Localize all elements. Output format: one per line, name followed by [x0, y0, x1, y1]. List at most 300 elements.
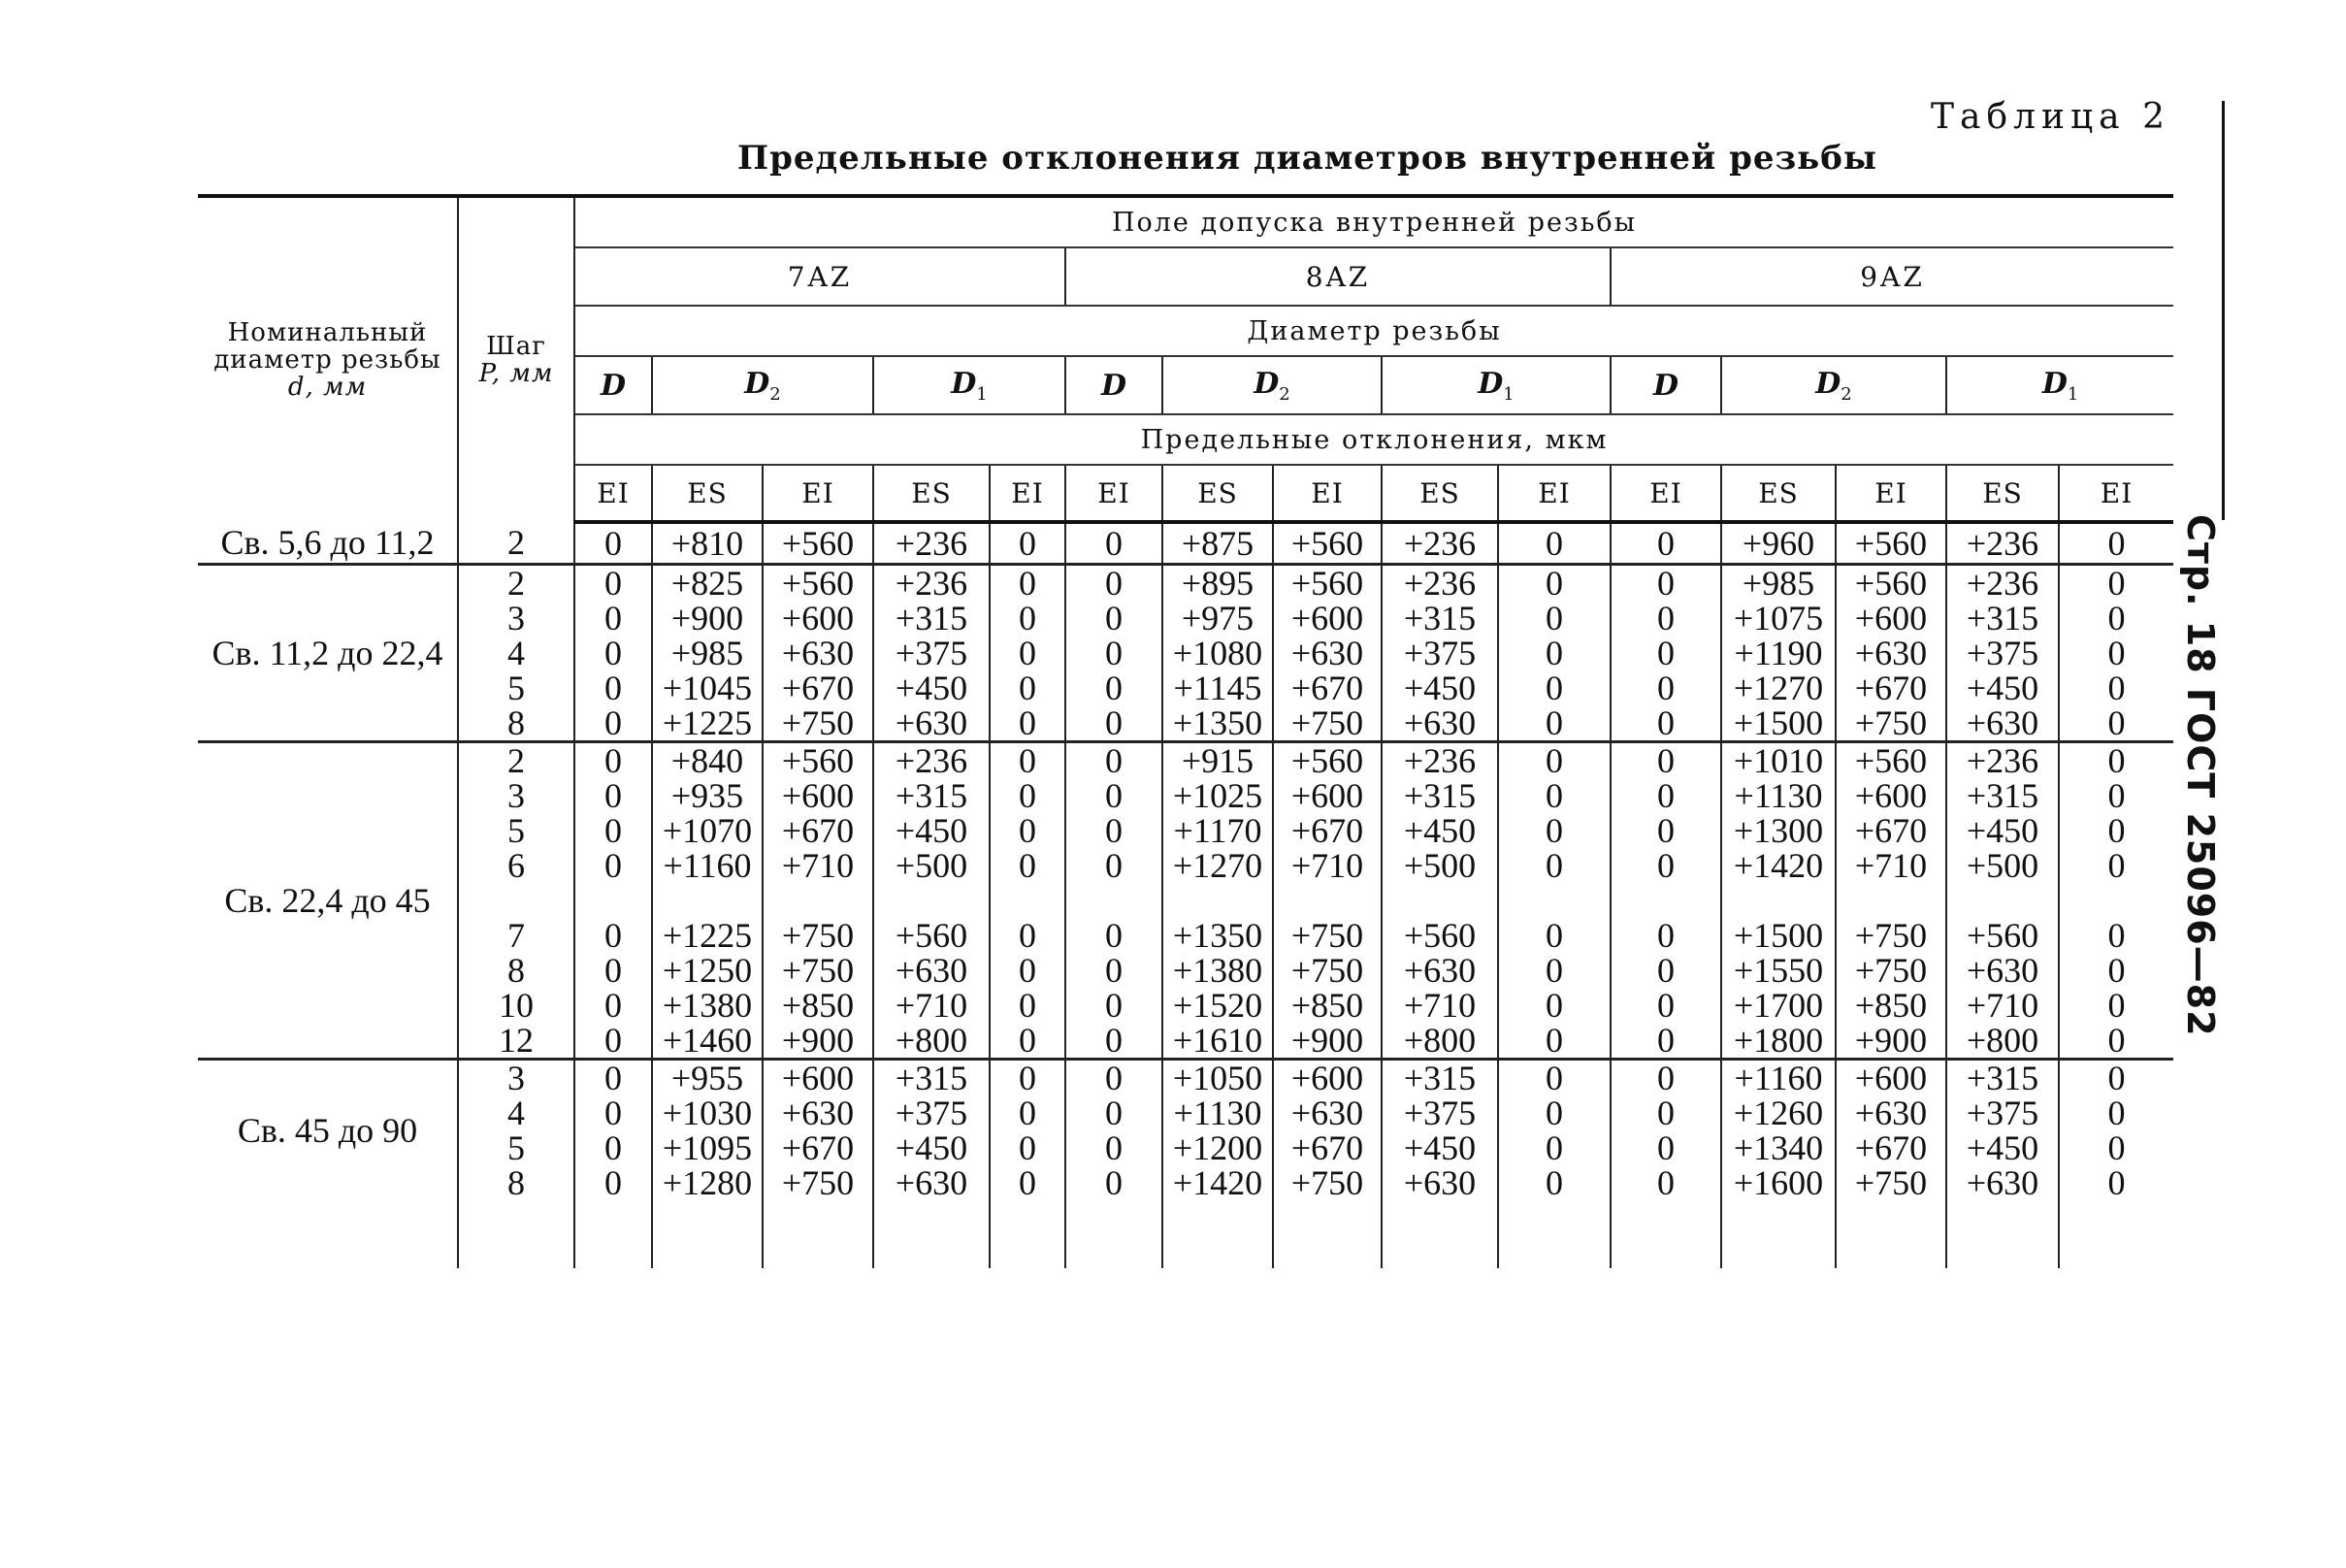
cell-value [1837, 883, 1945, 918]
cell-value [653, 883, 762, 918]
cell-value: +600 [781, 1059, 855, 1097]
cell-value: +915 [1181, 741, 1254, 780]
col-7az-d2-ei [763, 522, 873, 565]
cell-value: +670 [1290, 811, 1364, 850]
cell-value: +985 [670, 634, 744, 672]
col-8az-d2-es [1162, 742, 1273, 1060]
cell-value: +1030 [662, 1094, 753, 1132]
cell-value: 3 [507, 599, 525, 637]
col-9az-d1-ei [2059, 1060, 2173, 1201]
cell-value: 8 [507, 951, 525, 990]
col-8az-d1-es [1382, 522, 1498, 565]
cell-value: +630 [1290, 634, 1364, 672]
header-es: ES [1946, 465, 2059, 522]
row-pitch [458, 522, 574, 565]
cell-value: +1190 [1734, 634, 1823, 672]
cell-value: 0 [1657, 916, 1675, 955]
cell-value: 0 [1657, 1094, 1675, 1132]
cell-value: +1610 [1172, 1021, 1263, 1060]
cell-value [1274, 883, 1381, 918]
cell-value: +670 [1290, 1128, 1364, 1167]
cell-value: 0 [1546, 1128, 1563, 1167]
header-tolerance-field: Поле допуска внутренней резьбы [574, 196, 2173, 247]
cell-value: +1300 [1733, 811, 1824, 850]
cell-value: 0 [2107, 1094, 2126, 1132]
col-7az-d2-es [652, 522, 763, 565]
cell-value: 0 [1019, 1094, 1036, 1132]
cell-value: 0 [1546, 1163, 1563, 1202]
cell-value: 0 [2107, 811, 2126, 850]
col-9az-d2-es [1721, 742, 1836, 1060]
cell-value: 0 [1019, 1128, 1036, 1167]
cell-value: +710 [1290, 846, 1364, 885]
col-8az-d2-es [1162, 522, 1273, 565]
cell-value: 0 [604, 951, 622, 990]
header-es: ES [873, 465, 990, 522]
cell-value: +750 [1290, 703, 1364, 742]
cell-value: 0 [1546, 1094, 1563, 1132]
col-7az-d1-es [873, 1060, 990, 1201]
cell-value [1066, 883, 1161, 918]
cell-value: 0 [604, 776, 622, 815]
col-7az-d2-es [652, 742, 763, 1060]
cell-value: +750 [1854, 1163, 1928, 1202]
cell-value: +236 [1403, 564, 1477, 603]
cell-value: +1550 [1733, 951, 1824, 990]
cell-value: +315 [1403, 1059, 1477, 1097]
header-sym-d1: $D_1$ [1946, 356, 2173, 414]
header-ei: EI [763, 465, 873, 522]
header-grade-9az: 9AZ [1611, 247, 2173, 306]
cell-value: 0 [1546, 811, 1563, 850]
table-row [198, 1060, 2173, 1201]
col-7az-d1-ei [990, 1060, 1065, 1201]
header-limit-deviations: Предельные отклонения, мкм [574, 414, 2173, 465]
cell-value: 0 [1105, 741, 1123, 780]
cell-value: 2 [507, 523, 525, 562]
cell-value: +1130 [1173, 1094, 1262, 1132]
cell-value: 0 [1019, 1163, 1036, 1202]
cell-value [1612, 883, 1720, 918]
cell-value: +875 [1181, 524, 1254, 563]
cell-value: +1170 [1173, 811, 1262, 850]
cell-value: 0 [2107, 634, 2126, 672]
cell-value: 0 [1546, 634, 1563, 672]
cell-value: 0 [1019, 811, 1036, 850]
cell-value: +630 [1854, 634, 1928, 672]
cell-value: 0 [1105, 1021, 1123, 1060]
cell-value: +630 [1403, 703, 1477, 742]
cell-value: +600 [1854, 776, 1928, 815]
col-8az-d-ei [1065, 742, 1162, 1060]
cell-value: 0 [1019, 564, 1036, 603]
cell-value: +1045 [662, 669, 753, 707]
col-7az-d2-ei [763, 742, 873, 1060]
cell-value: +710 [1966, 986, 2039, 1025]
col-7az-d1-es [873, 522, 990, 565]
cell-value: +670 [1854, 669, 1928, 707]
cell-value: +1010 [1733, 741, 1824, 780]
header-es: ES [652, 465, 763, 522]
cell-value: +600 [1290, 1059, 1364, 1097]
cell-value: +670 [1854, 811, 1928, 850]
cell-value: +850 [1854, 986, 1928, 1025]
cell-value: 0 [2107, 776, 2126, 815]
cell-value [575, 883, 651, 918]
cell-value: 0 [1546, 1059, 1563, 1097]
cell-value: +900 [1854, 1021, 1928, 1060]
cell-value: +670 [1290, 669, 1364, 707]
cell-value: 0 [2107, 564, 2126, 603]
cell-value: +985 [1742, 564, 1815, 603]
cell-value: 0 [1657, 951, 1675, 990]
cell-value: +450 [1403, 811, 1477, 850]
cell-value: +560 [1290, 564, 1364, 603]
cell-value: 0 [604, 1128, 622, 1167]
cell-value: +750 [781, 703, 855, 742]
cell-value: 0 [2107, 741, 2126, 780]
cell-value: +750 [1290, 951, 1364, 990]
cell-value: +560 [1854, 741, 1928, 780]
cell-value: +560 [1966, 916, 2039, 955]
header-ei: EI [1836, 465, 1946, 522]
cell-value: +560 [781, 524, 855, 563]
col-7az-d2-ei [763, 565, 873, 742]
cell-value: +500 [895, 846, 968, 885]
cell-value: 12 [499, 1021, 534, 1060]
runner-rule [2222, 101, 2225, 520]
cell-value: +236 [1403, 741, 1477, 780]
cell-value: +750 [781, 916, 855, 955]
col-7az-d-ei [574, 522, 652, 565]
cell-value: +315 [1403, 599, 1477, 637]
cell-value: 0 [1105, 1163, 1123, 1202]
cell-value: 0 [604, 986, 622, 1025]
header-ei: EI [1065, 465, 1162, 522]
cell-value: +1340 [1733, 1128, 1824, 1167]
header-sym-d2: $D_2$ [1721, 356, 1946, 414]
cell-value: 0 [1657, 1059, 1675, 1097]
cell-value: 0 [1657, 634, 1675, 672]
header-sym-d1: $D_1$ [1382, 356, 1611, 414]
cell-value: +315 [1966, 776, 2039, 815]
cell-value: +900 [670, 599, 744, 637]
cell-value: 0 [1657, 1163, 1675, 1202]
col-7az-d2-ei [763, 1060, 873, 1201]
col-8az-d2-ei [1273, 742, 1382, 1060]
header-es: ES [1162, 465, 1273, 522]
cell-value: +850 [1290, 986, 1364, 1025]
header-sym-d: D [1611, 356, 1721, 414]
cell-value: +375 [1403, 1094, 1477, 1132]
cell-value: +1200 [1172, 1128, 1263, 1167]
col-9az-d2-ei [1836, 565, 1946, 742]
cell-value: +750 [1854, 703, 1928, 742]
col-7az-d1-ei [990, 565, 1065, 742]
cell-value: +236 [1966, 741, 2039, 780]
cell-value: 0 [1105, 634, 1123, 672]
cell-value: 0 [604, 916, 622, 955]
row-diameter-range: Св. 5,6 до 11,2 [198, 522, 458, 565]
cell-value: +1520 [1172, 986, 1263, 1025]
cell-value: +670 [781, 669, 855, 707]
cell-value: +750 [1854, 951, 1928, 990]
cell-value: 0 [1105, 776, 1123, 815]
cell-value: +315 [1403, 776, 1477, 815]
cell-value: +710 [1403, 986, 1477, 1025]
cell-value [459, 883, 573, 918]
cell-value: +236 [895, 741, 968, 780]
cell-value: +1380 [1172, 951, 1263, 990]
cell-value: +750 [1290, 1163, 1364, 1202]
col-8az-d1-es [1382, 1060, 1498, 1201]
cell-value: 0 [604, 1163, 622, 1202]
cell-value: +800 [1966, 1021, 2039, 1060]
cell-value: 5 [507, 669, 525, 707]
table-row [198, 565, 2173, 742]
cell-value: 0 [1546, 951, 1563, 990]
cell-value: 0 [604, 564, 622, 603]
cell-value: +1460 [662, 1021, 753, 1060]
cell-value: +1250 [662, 951, 753, 990]
cell-value: +975 [1181, 599, 1254, 637]
cell-value: 0 [1105, 916, 1123, 955]
col-9az-d1-es [1946, 522, 2059, 565]
col-8az-d1-ei [1498, 565, 1611, 742]
cell-value: +236 [1966, 564, 2039, 603]
col-7az-d1-es [873, 742, 990, 1060]
cell-value: +315 [1966, 599, 2039, 637]
cell-value: 0 [1105, 951, 1123, 990]
col-7az-d1-ei [990, 742, 1065, 1060]
cell-value: 0 [2107, 1059, 2126, 1097]
cell-value: 0 [1546, 669, 1563, 707]
cell-value: +600 [1290, 776, 1364, 815]
header-sym-d: D [1065, 356, 1162, 414]
cell-value: +1080 [1172, 634, 1263, 672]
cell-value [1722, 883, 1835, 918]
cell-value: +1050 [1172, 1059, 1263, 1097]
col-9az-d2-es [1721, 1060, 1836, 1201]
header-pitch: Шаг P, мм [458, 196, 574, 522]
cell-value: 5 [507, 811, 525, 850]
cell-value: +315 [895, 599, 968, 637]
cell-value: +960 [1742, 524, 1815, 563]
cell-value: +1070 [662, 811, 753, 850]
col-8az-d2-es [1162, 1060, 1273, 1201]
col-8az-d1-ei [1498, 522, 1611, 565]
col-8az-d2-ei [1273, 565, 1382, 742]
cell-value: +600 [1854, 599, 1928, 637]
row-diameter-range: Св. 11,2 до 22,4 [198, 565, 458, 742]
cell-value: +375 [1966, 1094, 2039, 1132]
row-pitch [458, 565, 574, 742]
cell-value: 0 [1657, 703, 1675, 742]
cell-value: +630 [895, 1163, 968, 1202]
row-pitch [458, 742, 574, 1060]
cell-value: 0 [1657, 599, 1675, 637]
cell-value: +236 [1966, 524, 2039, 563]
cell-value: 0 [1657, 846, 1675, 885]
cell-value: 0 [1657, 811, 1675, 850]
cell-value: +670 [781, 1128, 855, 1167]
cell-value: 0 [1019, 1021, 1036, 1060]
col-8az-d1-es [1382, 565, 1498, 742]
col-7az-d-ei [574, 742, 652, 1060]
cell-value: +560 [895, 916, 968, 955]
cell-value: +450 [895, 669, 968, 707]
col-8az-d2-es [1162, 565, 1273, 742]
cell-value: 0 [1546, 846, 1563, 885]
cell-value: 0 [2107, 986, 2126, 1025]
cell-value: 0 [2107, 846, 2126, 885]
cell-value: 0 [1657, 524, 1675, 563]
cell-value: 0 [1546, 1021, 1563, 1060]
cell-value: 0 [2107, 669, 2126, 707]
col-9az-d1-ei [2059, 565, 2173, 742]
col-9az-d-ei [1611, 742, 1721, 1060]
col-8az-d1-es [1382, 742, 1498, 1060]
cell-value: +600 [1290, 599, 1364, 637]
cell-value: +630 [1854, 1094, 1928, 1132]
col-7az-d2-es [652, 565, 763, 742]
cell-value: 6 [507, 846, 525, 885]
header-sym-d: D [574, 356, 652, 414]
cell-value: +800 [1403, 1021, 1477, 1060]
col-9az-d-ei [1611, 565, 1721, 742]
cell-value: +710 [781, 846, 855, 885]
cell-value: +600 [781, 599, 855, 637]
cell-value: +1800 [1733, 1021, 1824, 1060]
cell-value: +1160 [1734, 1059, 1823, 1097]
cell-value: +600 [781, 776, 855, 815]
col-7az-d2-es [652, 1060, 763, 1201]
row-pitch [458, 1060, 574, 1201]
cell-value: 0 [1105, 1094, 1123, 1132]
cell-value: 0 [1105, 986, 1123, 1025]
cell-value: +1700 [1733, 986, 1824, 1025]
header-ei: EI [1498, 465, 1611, 522]
header-ei: EI [2059, 465, 2173, 522]
header-thread-diameter: Диаметр резьбы [574, 306, 2173, 356]
cell-value: 0 [1105, 703, 1123, 742]
cell-value: 0 [1019, 951, 1036, 990]
cell-value: 0 [604, 741, 622, 780]
cell-value: 4 [507, 634, 525, 672]
row-diameter-range: Св. 22,4 до 45 [198, 742, 458, 1060]
col-7az-d-ei [574, 1060, 652, 1201]
col-7az-d1-es [873, 565, 990, 742]
cell-value: 0 [1019, 986, 1036, 1025]
cell-value: 0 [1019, 669, 1036, 707]
cell-value: 2 [507, 564, 525, 603]
cell-value: +450 [895, 811, 968, 850]
col-9az-d1-es [1946, 742, 2059, 1060]
cell-value [874, 883, 989, 918]
cell-value: 2 [507, 741, 525, 780]
header-ei: EI [990, 465, 1065, 522]
cell-value: 0 [2107, 599, 2126, 637]
cell-value: +900 [781, 1021, 855, 1060]
cell-value: 0 [604, 811, 622, 850]
cell-value: 3 [507, 776, 525, 815]
cell-value: 0 [1019, 776, 1036, 815]
col-7az-d1-ei [990, 522, 1065, 565]
cell-value: 10 [499, 986, 534, 1025]
cell-value: +1420 [1172, 1163, 1263, 1202]
cell-value: +825 [670, 564, 744, 603]
table-title: Предельные отклонения диаметров внутренней резьбы [737, 139, 1878, 178]
cell-value: 0 [1657, 669, 1675, 707]
cell-value: 0 [604, 846, 622, 885]
cell-value: 0 [1105, 669, 1123, 707]
cell-value: +630 [1403, 951, 1477, 990]
cell-value: +1600 [1733, 1163, 1824, 1202]
cell-value: 0 [2107, 1128, 2126, 1167]
cell-value: 0 [1105, 846, 1123, 885]
cell-value: 0 [1105, 524, 1123, 563]
cell-value: +560 [781, 564, 855, 603]
cell-value: 0 [1019, 741, 1036, 780]
cell-value: +560 [1290, 741, 1364, 780]
cell-value: 7 [507, 916, 525, 955]
cell-value: +750 [1290, 916, 1364, 955]
cell-value: 5 [507, 1128, 525, 1167]
cell-value: +315 [895, 1059, 968, 1097]
cell-value: +375 [1403, 634, 1477, 672]
col-9az-d2-ei [1836, 1060, 1946, 1201]
cell-value: 0 [2107, 703, 2126, 742]
cell-value: +1130 [1734, 776, 1823, 815]
cell-value: 0 [1657, 776, 1675, 815]
cell-value [2060, 883, 2173, 918]
cell-value: +500 [1966, 846, 2039, 885]
header-ei: EI [574, 465, 652, 522]
cell-value: +315 [1966, 1059, 2039, 1097]
cell-value: +1500 [1733, 916, 1824, 955]
cell-value: 0 [1546, 986, 1563, 1025]
page-runner: Стр. 18 ГОСТ 25096—82 [2179, 514, 2222, 1037]
cell-value: +1160 [663, 846, 752, 885]
cell-value: +1280 [662, 1163, 753, 1202]
col-8az-d1-ei [1498, 742, 1611, 1060]
col-9az-d-ei [1611, 522, 1721, 565]
cell-value: +1095 [662, 1128, 753, 1167]
cell-value: 0 [1546, 564, 1563, 603]
row-diameter-range: Св. 45 до 90 [198, 1060, 458, 1201]
cell-value: +895 [1181, 564, 1254, 603]
cell-value: 3 [507, 1059, 525, 1097]
col-8az-d-ei [1065, 1060, 1162, 1201]
cell-value [1383, 883, 1497, 918]
header-es: ES [1721, 465, 1836, 522]
cell-value: +935 [670, 776, 744, 815]
col-9az-d-ei [1611, 1060, 1721, 1201]
cell-value: +1500 [1733, 703, 1824, 742]
cell-value: 0 [1657, 741, 1675, 780]
cell-value: +1075 [1733, 599, 1824, 637]
cell-value: +630 [1966, 703, 2039, 742]
cell-value: 0 [604, 524, 622, 563]
cell-value: +450 [1966, 669, 2039, 707]
cell-value: +630 [895, 703, 968, 742]
cell-value: +630 [895, 951, 968, 990]
cell-value: 0 [1019, 524, 1036, 563]
cell-value: 0 [604, 634, 622, 672]
cell-value: +800 [895, 1021, 968, 1060]
col-8az-d-ei [1065, 522, 1162, 565]
cell-value: +850 [781, 986, 855, 1025]
